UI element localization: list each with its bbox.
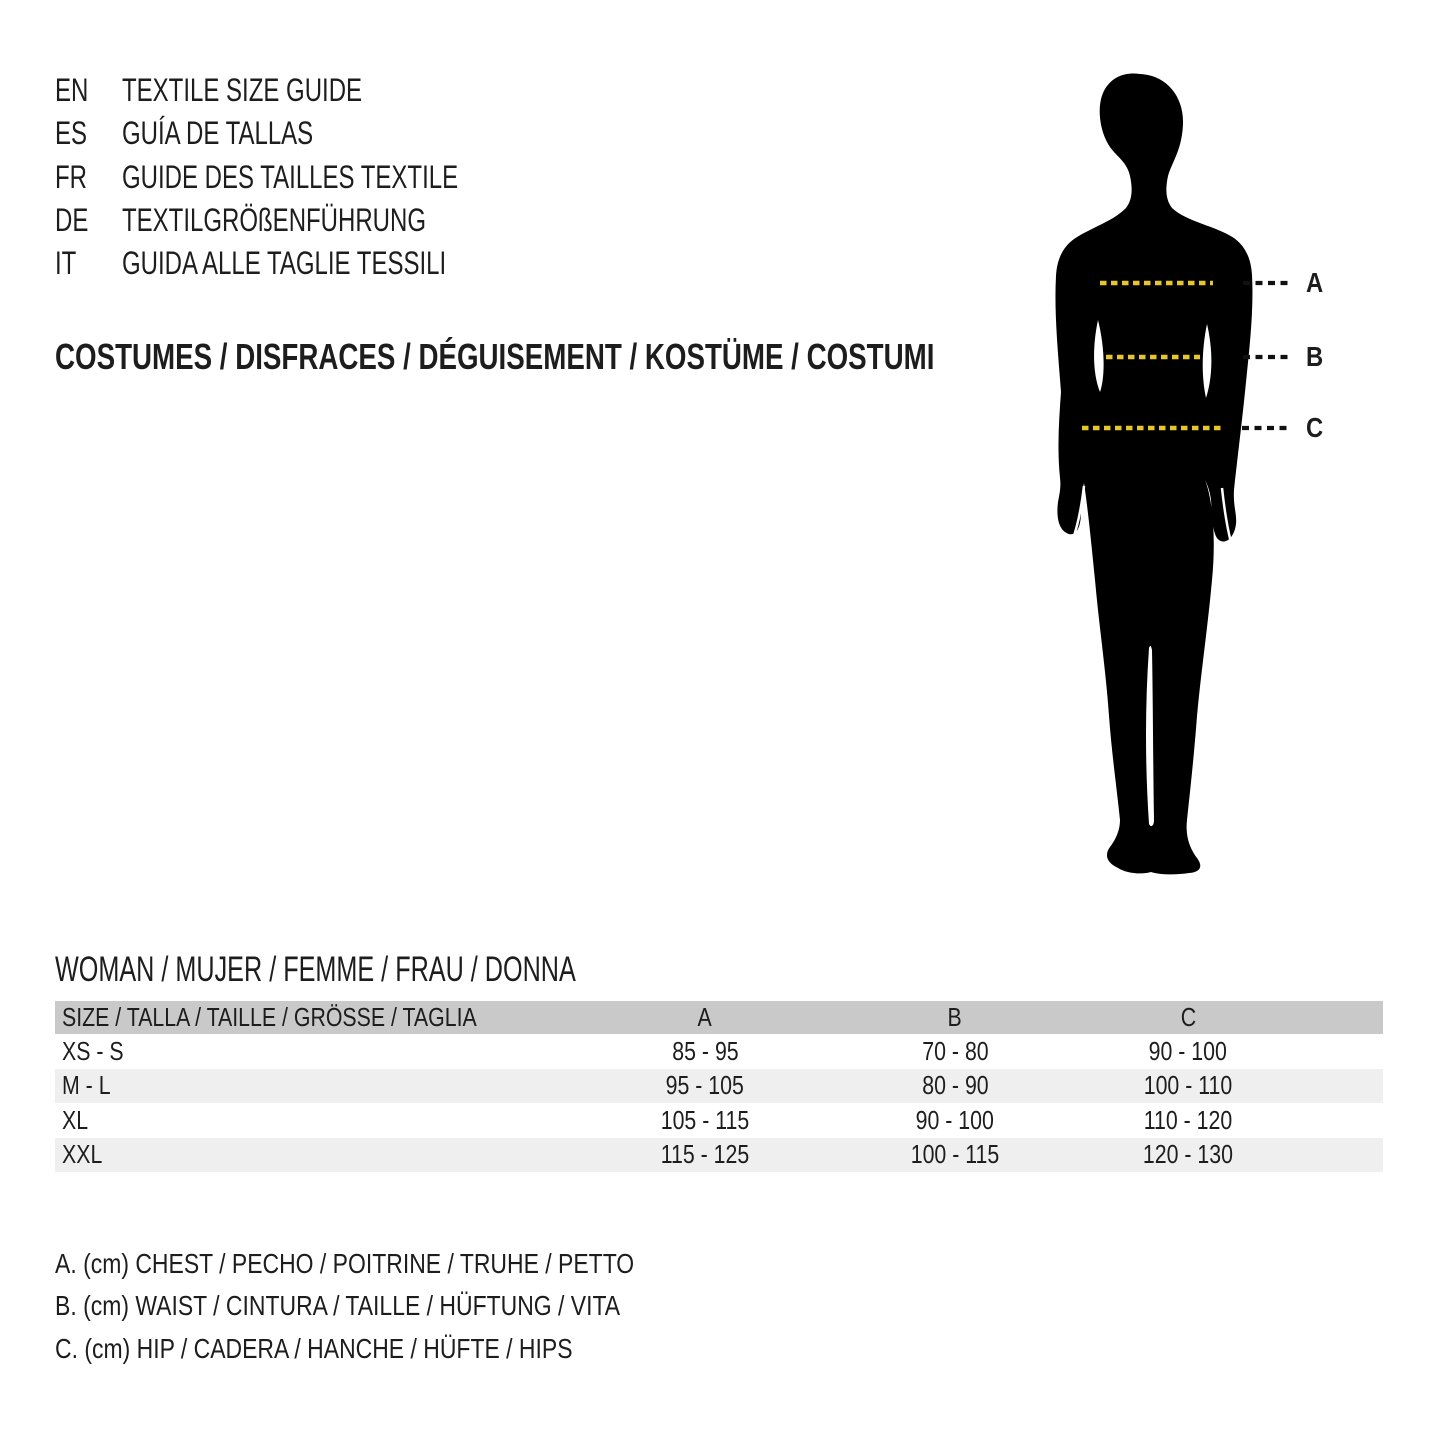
language-row [55,112,570,155]
cell-c: 110 - 120 [1143,1104,1233,1135]
language-row [55,156,570,199]
cell-a: 105 - 115 [660,1104,750,1135]
cell-b: 80 - 90 [921,1070,989,1101]
language-code: DE [55,201,89,238]
col-header-b: B [947,1002,963,1032]
woman-silhouette [1040,60,1300,890]
language-row [55,199,570,242]
language-code: EN [55,72,89,108]
cell-b: 70 - 80 [921,1035,989,1066]
cell-a: 95 - 105 [665,1070,745,1101]
size-table [55,1001,1383,1172]
language-list [55,69,570,285]
language-title: TEXTILGRÖßENFÜHRUNG [122,201,427,238]
cell-b: 100 - 115 [910,1139,1000,1170]
col-header-size: SIZE / TALLA / TAILLE / GRÖSSE / TAGLIA [62,1002,477,1032]
cell-a: 115 - 125 [660,1139,750,1170]
cell-size: XL [62,1104,89,1135]
table-row [55,1069,1383,1104]
col-header-a: A [697,1002,713,1032]
language-title: GUIDA ALLE TAGLIE TESSILI [122,245,447,282]
cell-c: 90 - 100 [1148,1035,1228,1066]
language-code: IT [55,245,77,282]
cell-b: 90 - 100 [915,1104,995,1135]
language-row [55,242,570,285]
cell-a: 85 - 95 [671,1035,739,1066]
measurement-legend [55,1243,761,1370]
silhouette-body [1055,74,1252,875]
table-header-row [55,1001,1383,1034]
cell-size: M - L [62,1070,111,1101]
legend-line-chest: A. (cm) CHEST / PECHO / POITRINE / TRUHE / PETTO [55,1248,635,1279]
cell-size: XXL [62,1139,103,1170]
measurement-label-c: C [1306,412,1324,443]
category-title: COSTUMES / DISFRACES / DÉGUISEMENT / KOSTÜME / COSTUMI [55,336,935,377]
section-title: WOMAN / MUJER / FEMME / FRAU / DONNA [55,950,576,989]
cell-size: XS - S [62,1035,124,1066]
measurement-label-a: A [1306,267,1324,298]
language-row [55,69,570,112]
table-row [55,1103,1383,1138]
cell-c: 100 - 110 [1143,1070,1233,1101]
cell-c: 120 - 130 [1142,1139,1234,1170]
language-code: FR [55,158,87,195]
table-row [55,1034,1383,1069]
legend-line-hip: C. (cm) HIP / CADERA / HANCHE / HÜFTE / HIPS [55,1332,573,1364]
table-row [55,1138,1383,1173]
col-header-c: C [1180,1002,1196,1032]
language-title: GUÍA DE TALLAS [122,115,314,152]
language-code: ES [55,115,88,152]
legend-line-waist: B. (cm) WAIST / CINTURA / TAILLE / HÜFTUNG / VITA [55,1290,621,1322]
language-title: GUIDE DES TAILLES TEXTILE [122,158,459,195]
measurement-label-b: B [1306,341,1324,372]
language-title: TEXTILE SIZE GUIDE [122,72,363,108]
